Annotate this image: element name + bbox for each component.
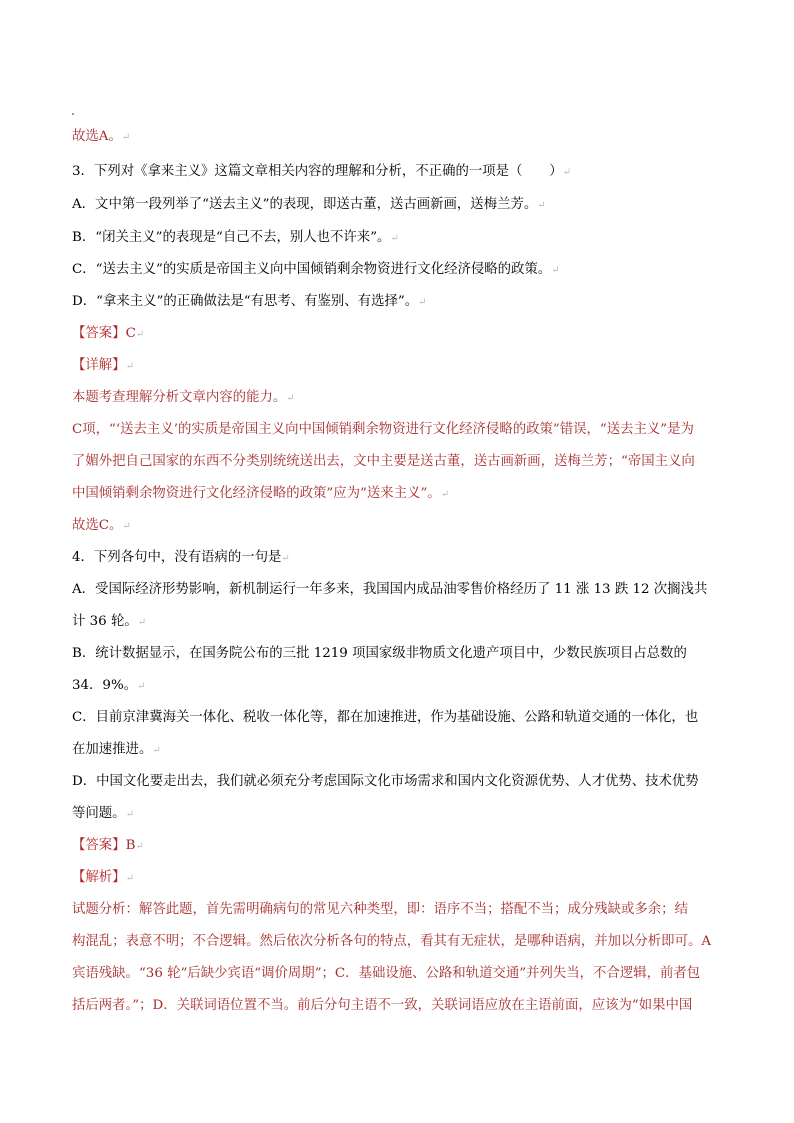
text-line: 故选C。↵ bbox=[72, 518, 131, 533]
detail-label: 【详解】↵ bbox=[72, 358, 134, 373]
analysis-line: 宾语残缺。“36 轮”后缺少宾语“调价周期”；C．基础设施、公路和轨道交通”并列失当，不合逻辑，前者包 bbox=[72, 966, 701, 981]
option-c: C．“送去主义”的实质是帝国主义向中国倾销剩余物资进行文化经济侵略的政策。↵ bbox=[72, 262, 560, 277]
question-stem: 3．下列对《拿来主义》这篇文章相关内容的理解和分析，不正确的一项是（ ）↵ bbox=[72, 164, 571, 179]
option-b: B．“闭关主义”的表现是“自己不去，别人也不许来”。↵ bbox=[72, 230, 399, 245]
option-c: C．目前京津冀海关一体化、税收一体化等，都在加速推进，作为基础设施、公路和轨道交通的一体化，也 bbox=[72, 710, 699, 725]
analysis-line: 括后两者。”；D．关联词语位置不当。前后分句主语不一致，关联词语应放在主语前面，应该为“如果中国 bbox=[72, 998, 693, 1013]
analysis-line: 构混乱；表意不明；不合逻辑。然后依次分析各句的特点，看其有无症状，是哪种语病，并加以分析即可。A bbox=[72, 934, 712, 949]
option-a: A．文中第一段列举了“送去主义”的表现，即送古董，送古画新画，送梅兰芳。↵ bbox=[72, 197, 546, 212]
answer-label: 【答案】C↵ bbox=[72, 326, 145, 341]
option-b-cont: 34．9%。↵ bbox=[72, 678, 146, 693]
analysis-label: 【解析】↵ bbox=[72, 870, 134, 885]
explanation-line: 中国倾销剩余物资进行文化经济侵略的政策”应为“送来主义”。↵ bbox=[72, 486, 450, 501]
option-a: A．受国际经济形势影响，新机制运行一年多来，我国国内成品油零售价格经历了 11 涨 13 跌 12 次搁浅共 bbox=[72, 582, 708, 597]
option-d: D．中国文化要走出去，我们就必须充分考虑国际文化市场需求和国内文化资源优势、人才优势、技术优势 bbox=[72, 774, 699, 789]
page-mark bbox=[72, 113, 74, 115]
option-d: D．“拿来主义”的正确做法是“有思考、有鉴别、有选择”。↵ bbox=[72, 294, 427, 309]
analysis-line: 试题分析：解答此题，首先需明确病句的常见六种类型，即：语序不当；搭配不当；成分残缺或多余；结 bbox=[72, 902, 688, 917]
option-d-cont: 等问题。↵ bbox=[72, 806, 134, 821]
text-line: 故选A。↵ bbox=[72, 129, 131, 144]
explanation-line: 本题考查理解分析文章内容的能力。↵ bbox=[72, 390, 295, 405]
explanation-line: 了媚外把自己国家的东西不分类别统统送出去，文中主要是送古董，送古画新画，送梅兰芳；“帝国主义向 bbox=[72, 454, 695, 469]
question-stem: 4．下列各句中，没有语病的一句是↵ bbox=[72, 550, 290, 565]
option-c-cont: 在加速推进。↵ bbox=[72, 742, 161, 757]
answer-label: 【答案】B↵ bbox=[72, 838, 144, 853]
option-a-cont: 计 36 轮。↵ bbox=[72, 614, 147, 629]
option-b: B．统计数据显示，在国务院公布的三批 1219 项国家级非物质文化遗产项目中，少数民族项目占总数的 bbox=[72, 646, 687, 661]
explanation-line: C项，“‘送去主义’的实质是帝国主义向中国倾销剩余物资进行文化经济侵略的政策”错误，“送去主义”是为 bbox=[72, 422, 694, 437]
